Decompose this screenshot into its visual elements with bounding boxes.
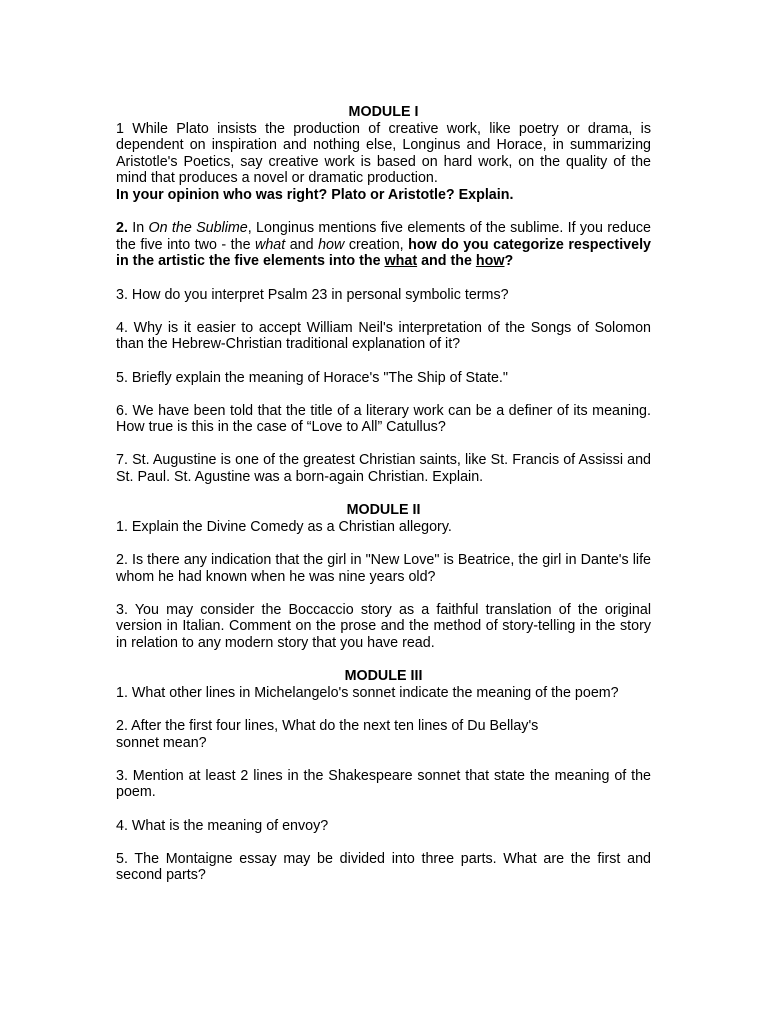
module-2-question-2: 2. Is there any indication that the girl in "New Love" is Beatrice, the girl in Dante's life whom he had known when he was nine years old?: [116, 552, 651, 585]
question-emphasis-text: ?: [504, 253, 514, 270]
module-2-heading: MODULE II: [346, 502, 421, 519]
document-page: [116, 104, 651, 901]
question-text: In: [127, 220, 149, 237]
module-2-question-1: 1. Explain the Divine Comedy as a Christian allegory.: [116, 518, 452, 535]
module-1-question-5: 5. Briefly explain the meaning of Horace's "The Ship of State.": [116, 369, 508, 386]
question-emphasis: In your opinion who was right? Plato or Aristotle? Explain.: [116, 186, 514, 203]
module-3-question-2: [116, 718, 651, 751]
module-1-question-6: 6. We have been told that the title of a literary work can be a definer of its meaning. How true is this in the case of “Love to All” Catullus?: [116, 402, 651, 436]
italic-term: what: [255, 236, 286, 253]
module-1-question-1: [116, 121, 651, 204]
book-title: On the Sublime: [148, 220, 248, 237]
underlined-term: how: [475, 253, 505, 270]
question-number: 2.: [116, 220, 128, 237]
question-text: and: [285, 236, 319, 253]
module-3-question-5: 5. The Montaigne essay may be divided into three parts. What are the first and second parts?: [116, 850, 651, 884]
module-1-question-7: 7. St. Augustine is one of the greatest Christian saints, like St. Francis of Assissi and St. Paul. St. Agustine was a born-again Christian. Explain.: [116, 452, 651, 486]
question-text: , Longinus mentions five elements of the sublime. If you reduce the five into two - the: [116, 220, 651, 253]
module-1-question-4: 4. Why is it easier to accept William Neil's interpretation of the Songs of Solomon than the Hebrew-Christian traditional explanation of it?: [116, 319, 651, 353]
question-text: creation,: [344, 236, 409, 253]
module-3-question-3: 3. Mention at least 2 lines in the Shakespeare sonnet that state the meaning of the poem.: [116, 767, 651, 801]
module-1-question-2: [116, 220, 651, 270]
module-3-question-4: 4. What is the meaning of envoy?: [116, 817, 329, 834]
question-text: sonnet mean?: [116, 734, 207, 751]
module-3-heading: MODULE III: [344, 668, 423, 685]
underlined-term: what: [384, 253, 418, 270]
module-2-question-3: 3. You may consider the Boccaccio story as a faithful translation of the original version in Italian. Comment on the prose and the method of story-telling in the story in relation to any modern story that you have read.: [116, 601, 651, 651]
italic-term: how: [318, 236, 345, 253]
module-1-heading: MODULE I: [348, 104, 419, 120]
question-emphasis-text: how do you categorize respectively in the artistic the five elements into the: [116, 236, 651, 270]
question-emphasis-text: and the: [417, 253, 476, 270]
question-text: 2. After the first four lines, What do the next ten lines of Du Bellay's: [116, 717, 539, 734]
question-text: 1 While Plato insists the production of creative work, like poetry or drama, is dependent on inspiration and nothing else, Longinus and Horace, in summarizing Aristotle's Poetics, say creative work is based on hard work, on the quality of the mind that produces a novel or dramatic production.: [116, 120, 651, 187]
module-1-question-3: 3. How do you interpret Psalm 23 in personal symbolic terms?: [116, 286, 509, 303]
module-3-question-1: 1. What other lines in Michelangelo's sonnet indicate the meaning of the poem?: [116, 684, 619, 701]
